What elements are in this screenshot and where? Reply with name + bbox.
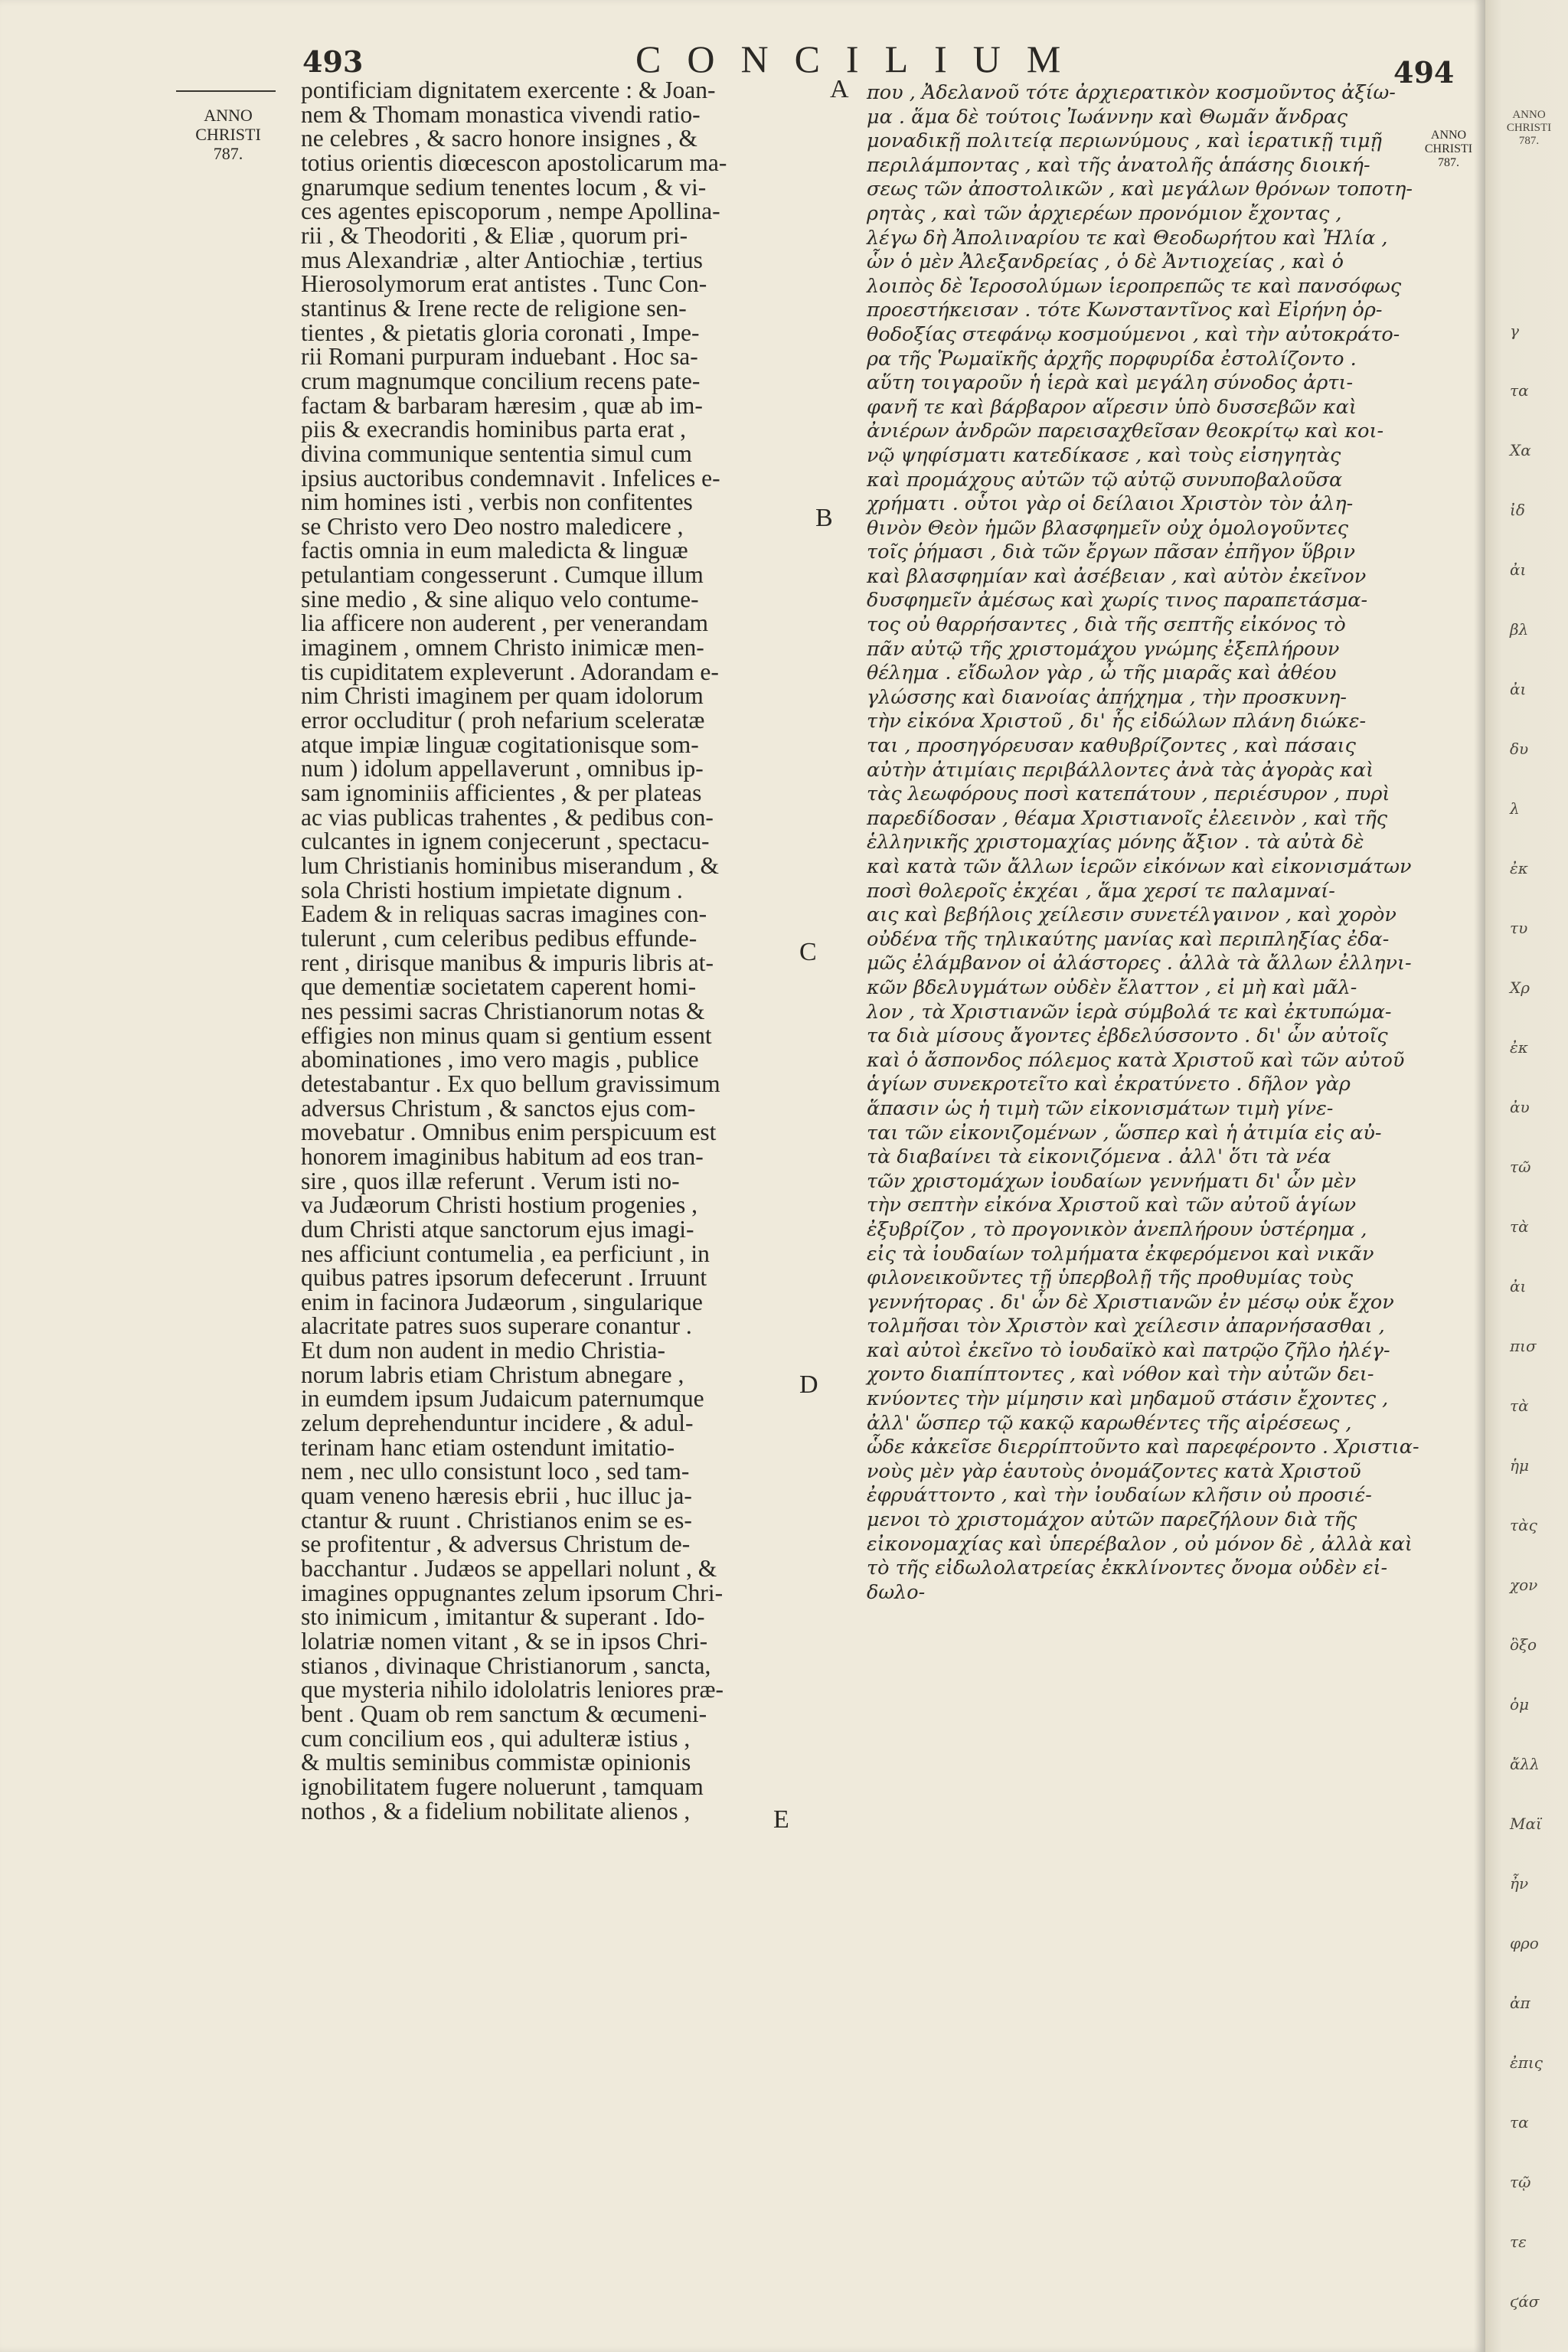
facing-page-fragment: δυ [1510,740,1529,758]
facing-page-fragment: πισ [1510,1337,1537,1355]
greek-text-line: τα διὰ μίσους ἄγοντες ἐβδελύσσοντο . δι' ὧν αὐτοῖς [867,1024,1388,1048]
latin-text-line: in eumdem ipsum Judaicum paternumque [301,1385,704,1413]
facing-page-fragment: ἦν [1510,1874,1529,1893]
greek-text-line: τὰ διαβαίνει τὰ εἰκονιζόμενα . ἀλλ' ὅτι τὰ νέα [867,1145,1331,1169]
latin-text-line: cum concilium eos , qui adulteræ istius , [301,1724,691,1752]
latin-text-line: nes pessimi sacras Christianorum notas & [301,997,705,1024]
greek-text-line: νοὺς μὲν γὰρ ἑαυτοὺς ὀνομάζοντες κατὰ Χριστοῦ [867,1459,1361,1483]
greek-text-line: θοδοξίας στεφάνῳ κοσμούμενοι , καὶ τὴν αὐτοκράτο- [867,322,1400,346]
greek-text-line: αις καὶ βεβήλοις χείλεσιν συνετέλγαινον , καὶ χορὸν [867,903,1396,927]
latin-text-line: totius orientis diœcescon apostolicarum ma- [301,149,727,176]
facing-page-fragment: ἐκ [1510,859,1528,877]
latin-text-line: & multis seminibus commistæ opinionis [301,1749,691,1776]
greek-text-line: τῶν χριστομάχων ἰουδαίων γεννήματι δι' ὧν μὲν [867,1169,1357,1193]
greek-text-line: ἁγίων συνεκροτεῖτο καὶ ἐκρατύνετο . δῆλον γὰρ [867,1073,1351,1096]
greek-text-line: τος οὐ θαρρήσαντες , διὰ τῆς σεπτῆς εἰκόνος τὸ [867,613,1346,637]
margin-rule [176,90,276,92]
greek-text-line: καὶ αὐτοὶ ἐκεῖνο τὸ ἰουδαϊκὸ καὶ πατρῷο ζῆλο ἠλέγ- [867,1338,1390,1362]
christi-label: CHRISTI [195,125,261,144]
latin-text-line: Et dum non audent in medio Christia- [301,1337,665,1364]
greek-text-line: ἅπασιν ὡς ἡ τιμὴ τῶν εἰκονισμάτων τιμὴ γίνε- [867,1096,1334,1120]
margin-note-facing [1502,109,1556,148]
latin-text-line: detestabantur . Ex quo bellum gravissimum [301,1070,720,1097]
latin-text-line: norum labris etiam Christum abnegare , [301,1361,684,1388]
greek-text-line: καὶ προμάχους αὐτῶν τῷ αὐτῷ συνυποβαλοῦσα [867,468,1343,492]
latin-text-line: nes afficiunt contumelia , ea perficiunt , in [301,1240,710,1267]
greek-text-line: φιλονεικοῦντες τῇ ὑπερβολῇ τῆς προθυμίας τοὺς [867,1266,1354,1290]
greek-text-line: περιλάμποντας , καὶ τῆς ἀνατολῆς ἁπάσης διοική- [867,153,1370,177]
facing-page-fragment: ἐπις [1510,2053,1543,2072]
latin-text-line: divina communique sententia simul cum [301,439,692,467]
latin-text-line: nem , nec ullo consistunt loco , sed tam- [301,1458,690,1485]
latin-text-line: gnarumque sedium tenentes locum , & vi- [301,173,707,201]
year-label: 787. [1518,135,1540,147]
greek-text-line: κνύοντες τὴν μίμησιν καὶ μηδαμοῦ στάσιν ἔχοντες , [867,1387,1389,1411]
facing-page-fragment: τῶ [1510,1158,1531,1176]
facing-page-fragment: ἀι [1510,1277,1527,1295]
latin-text-line: adversus Christum , & sanctos ejus com- [301,1094,696,1122]
latin-text-line: quibus patres ipsorum defecerunt . Irruunt [301,1264,707,1292]
latin-text-line: se profitentur , & adversus Christum de- [301,1530,691,1558]
facing-page-fragment: ἀυ [1510,1098,1530,1116]
latin-text-column [301,78,823,1823]
latin-text-line: mus Alexandriæ , alter Antiochiæ , tertius [301,246,703,273]
facing-page-fragment: τα [1510,381,1529,400]
greek-text-line: ἀνιέρων ἀνδρῶν παρεισαχθεῖσαν θεοκρίτῳ καὶ κοι- [867,420,1384,443]
facing-page-fragment: λ [1510,799,1520,818]
christi-label: CHRISTI [1424,142,1473,155]
latin-text-line: movebatur . Omnibus enim perspicuum est [301,1119,717,1146]
facing-page-fragment: Μαϊ [1510,1815,1542,1833]
facing-page-fragment: τυ [1510,919,1528,937]
greek-text-line: αὕτη τοιγαροῦν ἡ ἱερὰ καὶ μεγάλη σύνοδος ἀρτι- [867,371,1354,395]
greek-text-line: ρητὰς , καὶ τῶν ἀρχιερέων προνόμιον ἔχοντας , [867,201,1342,225]
greek-text-line: ται τῶν εἰκονιζομένων , ὥσπερ καὶ ἡ ἀτιμία εἰς αὐ- [867,1121,1382,1145]
facing-page-fragment: ϛάσ [1510,2292,1540,2311]
greek-text-line: που , Ἀδελανοῦ τότε ἀρχιερατικὸν κοσμοῦντος ἀξίω- [867,81,1396,104]
greek-text-line: τὴν εἰκόνα Χριστοῦ , δι' ἧς εἰδώλων πλάνη διώκε- [867,710,1367,733]
facing-page-fragment: τὰς [1510,1516,1537,1534]
margin-note-right [1418,129,1479,170]
facing-page-fragment: τα [1510,2113,1529,2132]
facing-page-fragment: ἐκ [1510,1038,1528,1057]
latin-text-line: lia afficere non auderent , per venerandam [301,609,709,637]
facing-page-fragment: ἡμ [1510,1456,1529,1475]
latin-text-line: sam ignominiis afficientes , & per plateas [301,779,702,807]
facing-page-fragment: φρο [1510,1934,1539,1952]
greek-text-line: καὶ κατὰ τῶν ἄλλων ἱερῶν εἰκόνων καὶ εἰκονισμάτων [867,855,1412,878]
section-marker-d: D [799,1370,818,1399]
latin-text-line: rii , & Theodoriti , & Eliæ , quorum pri- [301,221,688,249]
facing-page-fragment: Χρ [1510,978,1530,997]
greek-text-line: γλώσσης καὶ διανοίας ἀπήχημα , τὴν προσκυνη- [867,685,1347,709]
greek-text-line: οὐδένα τῆς τηλικαύτης μανίας καὶ περιπληξίας ἐδα- [867,927,1390,951]
greek-text-line: ρα τῆς Ῥωμαϊκῆς ἀρχῆς πορφυρίδα ἐστολίζοντο . [867,347,1357,371]
greek-text-line: αὐτὴν ἀτιμίαις περιβάλλοντες ἀνὰ τὰς ἀγορὰς καὶ [867,758,1374,782]
latin-text-line: sine medio , & sine aliquo velo contume- [301,585,699,612]
latin-text-line: tientes , & pietatis gloria coronati , Impe- [301,318,700,346]
greek-text-line: χρήματι . οὗτοι γὰρ οἱ δείλαιοι Χριστὸν τὸν ἀλη- [867,492,1354,516]
page-number-right: 494 [1393,55,1455,90]
greek-text-line: πᾶν αὐτῷ τῆς χριστομάχου γνώμης ἐξεπλήρουν [867,637,1340,661]
latin-text-line: crum magnumque concilium recens pate- [301,367,701,394]
latin-text-line: se Christo vero Deo nostro maledicere , [301,512,684,540]
facing-page-fragment: τὰ [1510,1217,1529,1236]
latin-text-line: abominationes , imo vero magis , publice [301,1046,699,1073]
latin-text-line: nem & Thomam monastica vivendi ratio- [301,100,701,128]
facing-page-fragment: ὃξο [1510,1635,1537,1654]
greek-text-line: λέγω δὴ Ἀπολιναρίου τε καὶ Θεοδωρήτου καὶ Ἠλία , [867,226,1388,250]
latin-text-line: ctantur & ruunt . Christianos enim se es- [301,1506,692,1534]
greek-text-line: τὴν σεπτὴν εἰκόνα Χριστοῦ καὶ τῶν αὐτοῦ ἁγίων [867,1194,1357,1217]
latin-text-line: nim Christi imaginem per quam idolorum [301,682,704,710]
greek-text-line: ἐφρυάττοντο , καὶ τὴν ἰουδαίων κλῆσιν οὐ προσιέ- [867,1484,1372,1508]
latin-text-line: tis cupiditatem expleverunt . Adorandam e- [301,658,719,685]
greek-text-line: προεστήκεισαν . τότε Κωνσταντῖνος καὶ Εἰρήνη ὀρ- [867,299,1383,322]
greek-text-line: ἀλλ' ὥσπερ τῷ κακῷ καρωθέντες τῆς αἱρέσεως , [867,1411,1352,1435]
latin-text-line: tulerunt , cum celeribus pedibus effunde- [301,924,697,952]
facing-page-fragment: τε [1510,2233,1527,2251]
greek-text-line: κῶν βδελυγμάτων οὐδὲν ἔλαττον , εἰ μὴ καὶ μᾶλ- [867,975,1357,999]
latin-text-line: terinam hanc etiam ostendunt imitatio- [301,1433,675,1461]
greek-text-line: λοιπὸς δὲ Ἱεροσολύμων ἱεροπρεπῶς τε καὶ πανσόφως [867,274,1402,298]
latin-text-line: stantinus & Irene recte de religione sen- [301,294,687,322]
greek-text-line: τολμῆσαι τὸν Χριστὸν καὶ χείλεσιν ἀπαρνήσασθαι , [867,1315,1385,1338]
greek-text-line: ται , προσηγόρευσαν καθυβρίζοντες , καὶ πάσαις [867,734,1356,758]
latin-text-line: atque impiæ linguæ cogitationisque som- [301,730,699,758]
greek-text-line: ἐξυβρίζον , τὸ προγονικὸν ἀνεπλήρουν ὑστέρημα , [867,1217,1367,1241]
anno-label: ANNO [1512,109,1546,121]
latin-text-line: zelum deprehenduntur incidere , & adul- [301,1410,694,1437]
latin-text-line: ipsius auctoribus condemnavit . Infelices e- [301,464,720,492]
latin-text-line: nim homines isti , verbis non confitentes [301,488,693,516]
year-label: 787. [1438,156,1459,169]
greek-text-line: δυσφημεῖν ἀμέσως καὶ χωρίς τινος παραπετάσμα- [867,589,1368,612]
latin-text-line: Eadem & in reliquas sacras imagines con- [301,900,707,928]
greek-text-line: θινὸν Θεὸν ἡμῶν βλασφημεῖν οὐχ ὁμολογοῦντες [867,516,1349,540]
facing-page-fragment: γ [1510,322,1519,340]
greek-text-line: δωλο- [867,1580,926,1604]
greek-text-line: μενοι τὸ χριστομάχον αὐτῶν παρεζήλουν διὰ τῆς [867,1508,1357,1532]
latin-text-line: sola Christi hostium impietate dignum . [301,876,683,903]
greek-text-column [867,81,1475,1605]
latin-text-line: va Judæorum Christi hostium progenies , [301,1191,697,1219]
facing-page-fragment: ἀι [1510,560,1527,579]
greek-text-line: καὶ βλασφημίαν καὶ ἀσέβειαν , καὶ αὐτὸν ἐκεῖνον [867,564,1367,588]
latin-text-line: que dementiæ societatem caperent homi- [301,973,697,1001]
greek-text-line: θέλημα . εἴδωλον γὰρ , ὦ τῆς μιαρᾶς καὶ ἀθέου [867,662,1337,685]
latin-text-line: rent , dirisque manibus & impuris libris at- [301,949,714,976]
latin-text-line: sire , quos illæ referunt . Verum isti no- [301,1167,680,1194]
running-title: CONCILIUM [635,38,1087,80]
latin-text-line: lolatriæ nomen vitant , & se in ipsos Chri- [301,1628,708,1655]
latin-text-line: piis & execrandis hominibus parta erat , [301,416,686,443]
facing-page-fragment: ἄλλ [1510,1755,1540,1773]
latin-text-line: Hierosolymorum erat antistes . Tunc Con- [301,270,707,298]
latin-text-line: honorem imaginibus habitum ad eos tran- [301,1142,704,1170]
latin-text-line: error occluditur ( proh nefarium sceleratæ [301,707,705,734]
section-marker-c: C [799,938,817,966]
latin-text-line: ignobilitatem fugere noluerunt , tamquam [301,1772,704,1800]
greek-text-line: νῷ ψηφίσματι κατεδίκασε , καὶ τοὺς εἰσηγητὰς [867,443,1341,467]
anno-label: ANNO [1430,129,1467,142]
latin-text-line: pontificiam dignitatem exercente : & Joan- [301,77,716,103]
facing-page-fragment: βλ [1510,620,1529,639]
facing-page-fragment: Χα [1510,441,1531,459]
greek-text-line: ποσὶ θολεροῖς ἐκχέαι , ἅμα χερσί τε παλαμναί- [867,879,1335,903]
latin-text-line: alacritate patres suos superare conantur . [301,1312,692,1340]
greek-text-line: παρεδίδοσαν , θέαμα Χριστιανοῖς ἐλεεινὸν , καὶ τῆς [867,806,1388,830]
latin-text-line: ne celebres , & sacro honore insignes , & [301,125,697,152]
latin-text-line: enim in facinora Judæorum , singularique [301,1288,703,1315]
greek-text-line: μοναδικῇ πολιτείᾳ περιωνύμους , καὶ ἱερατικῇ τιμῇ [867,129,1382,153]
page-number-left: 493 [302,44,364,79]
latin-text-line: dum Christi atque sanctorum ejus imagi- [301,1215,694,1243]
latin-text-line: bacchantur . Judæos se appellari nolunt , & [301,1555,717,1583]
facing-page-fragment: ἰδ [1510,501,1525,519]
latin-text-line: stianos , divinaque Christianorum , sancta, [301,1651,711,1679]
section-marker-b: B [815,504,833,532]
latin-text-line: imagines oppugnantes zelum ipsorum Chri- [301,1579,724,1606]
greek-text-line: σεως τῶν ἀποστολικῶν , καὶ μεγάλων θρόνων τοποτη- [867,178,1413,201]
greek-text-line: τὸ τῆς εἰδωλολατρείας ἐκκλίνοντες ὄνομα οὐδὲν εἰ- [867,1557,1388,1580]
greek-text-line: φανῆ τε καὶ βάρβαρον αἵρεσιν ὑπὸ δυσσεβῶν καὶ [867,395,1357,419]
latin-text-line: ces agentes episcoporum , nempe Apollina- [301,198,720,225]
latin-text-line: lum Christianis hominibus miserandum , & [301,852,719,879]
margin-note-left [175,106,282,163]
greek-text-line: τοῖς ῥήμασι , διὰ τῶν ἔργων πᾶσαν ἐπῆγον ὕβριν [867,541,1355,564]
greek-text-line: λον , τὰ Χριστιανῶν ἱερὰ σύμβολά τε καὶ ἐκτυπώμα- [867,1000,1392,1024]
latin-text-line: imaginem , omnem Christo inimicæ men- [301,634,704,662]
latin-text-line: nothos , & a fidelium nobilitate alienos , [301,1797,691,1824]
greek-text-line: μῶς ἐλάμβανον οἱ ἀλάστορες . ἀλλὰ τὰ ἄλλων ἐλληνι- [867,952,1412,975]
section-marker-e: E [773,1805,789,1834]
anno-label: ANNO [204,106,253,125]
facing-page-fragment: ἀι [1510,680,1527,698]
year-label: 787. [213,144,243,163]
latin-text-line: sto inimicum , imitantur & superant . Ido- [301,1603,705,1631]
latin-text-line: bent . Quam ob rem sanctum & œcumeni- [301,1700,707,1727]
latin-text-line: culcantes in ignem conjecerunt , spectacu- [301,828,710,855]
latin-text-line: rii Romani purpuram induebant . Hoc sa- [301,343,698,371]
facing-page-fragment: ὁμ [1510,1695,1530,1713]
greek-text-line: ἑλληνικῆς χριστομαχίας μόνης ἄξιον . τὰ αὐτὰ δὲ [867,831,1364,854]
latin-text-line: ac vias publicas trahentes , & pedibus con- [301,803,714,831]
facing-page-fragment: τὰ [1510,1396,1529,1415]
section-marker-a: A [830,75,849,103]
latin-text-line: petulantiam congesserunt . Cumque illum [301,561,704,589]
facing-page-fragment: τῷ [1510,2173,1531,2191]
greek-text-line: τὰς λεωφόρους ποσὶ κατεπάτουν , περιέσυρον , πυρὶ [867,782,1390,806]
facing-page-fragment: χον [1510,1576,1538,1594]
latin-text-line: effigies non minus quam si gentium essent [301,1021,712,1049]
greek-text-line: χοντο διαπίπτοντες , καὶ νόθον καὶ τὴν αὐτῶν δει- [867,1363,1374,1387]
facing-page-fragment: ἀπ [1510,1994,1530,2012]
latin-text-line: que mysteria nihilo idololatris leniores præ- [301,1676,724,1704]
latin-text-line: factam & barbaram hæresim , quæ ab im- [301,391,703,419]
greek-text-line: εἰς τὰ ἰουδαίων τολμήματα ἐκφερόμενοι καὶ νικᾶν [867,1242,1374,1266]
latin-text-line: num ) idolum appellaverunt , omnibus ip- [301,755,704,782]
christi-label: CHRISTI [1506,122,1552,134]
greek-text-line: καὶ ὁ ἄσπονδος πόλεμος κατὰ Χριστοῦ καὶ τῶν αὐτοῦ [867,1048,1405,1072]
greek-text-line: μα . ἅμα δὲ τούτοις Ἰωάννην καὶ Θωμᾶν ἄνδρας [867,105,1348,129]
greek-text-line: ὧδε κἀκεῖσε διερρίπτοῦντο καὶ παρεφέροντο . Χριστια- [867,1436,1419,1459]
latin-text-line: quam veneno hæresis ebrii , huc illuc ja- [301,1482,692,1510]
greek-text-line: εἰκονομαχίας καὶ ὑπερέβαλον , οὐ μόνον δὲ , ἀλλὰ καὶ [867,1532,1413,1556]
latin-text-line: factis omnia in eum maledicta & linguæ [301,537,688,564]
greek-text-line: ὧν ὁ μὲν Ἀλεξανδρείας , ὁ δὲ Ἀντιοχείας , καὶ ὁ [867,250,1344,274]
greek-text-line: γεννήτορας . δι' ὧν δὲ Χριστιανῶν ἐν μέσῳ οὐκ ἔχον [867,1290,1394,1314]
